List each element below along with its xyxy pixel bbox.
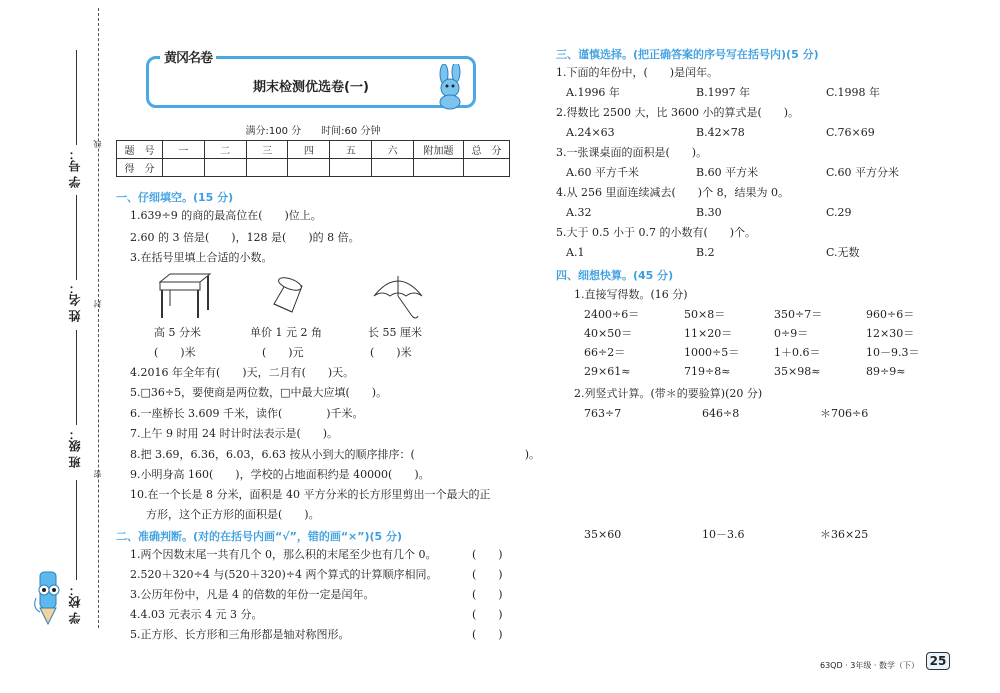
- oral-calc-item: 11×20＝: [684, 327, 733, 340]
- s3-q5-option-a[interactable]: A.1: [566, 246, 585, 259]
- s2-answer-blank-3[interactable]: ( ): [472, 588, 503, 601]
- oral-calc-item: 719÷8≈: [684, 365, 731, 378]
- s1-question-9: 9.小明身高 160( )，学校的占地面积约是 40000( )。: [130, 468, 430, 481]
- oral-calc-item: 40×50＝: [584, 327, 633, 340]
- score-cell[interactable]: [288, 159, 330, 177]
- page-number: 25: [929, 654, 947, 668]
- score-cell[interactable]: [246, 159, 288, 177]
- section3-title: 三、谨慎选择。(把正确答案的序号写在括号内)(5 分): [556, 48, 819, 61]
- s1-question-2: 2.60 的 3 倍是( )，128 是( )的 8 倍。: [130, 231, 360, 244]
- vertical-calc-item: 763÷7: [584, 407, 622, 420]
- oral-calc-item: 1000÷5＝: [684, 346, 740, 359]
- s3-q2-option-b[interactable]: B.42×78: [696, 126, 745, 139]
- s3-question-5: 5.大于 0.5 小于 0.7 的小数有( )个。: [556, 226, 757, 239]
- oral-calc-item: 350÷7＝: [774, 308, 823, 321]
- brand-logo: 黄冈名卷: [160, 47, 216, 66]
- umbrella-illustration: [370, 272, 426, 322]
- s3-q5-option-b[interactable]: B.2: [696, 246, 715, 259]
- footer-info: 63QD · 3年级 · 数学（下）: [820, 661, 919, 670]
- s4-part1-title: 1.直接写得数。(16 分): [574, 288, 688, 301]
- eraser-label: 单价 1 元 2 角: [250, 326, 322, 339]
- s2-statement-2: 2.520＋320÷4 与(520＋320)÷4 两个算式的计算顺序相同。: [130, 568, 438, 581]
- class-label: 班 级：: [68, 428, 82, 469]
- s2-answer-blank-1[interactable]: ( ): [472, 548, 503, 561]
- s3-q5-option-c[interactable]: C.无数: [826, 246, 860, 259]
- s3-q4-option-c[interactable]: C.29: [826, 206, 852, 219]
- score-table-header-row: [117, 141, 510, 159]
- score-header-cell: 六: [372, 141, 414, 159]
- s2-statement-4: 4.4.03 元表示 4 元 3 分。: [130, 608, 263, 621]
- s3-q3-option-b[interactable]: B.60 平方米: [696, 166, 759, 179]
- binding-mark-closed: 密: [93, 470, 102, 478]
- s2-answer-blank-4[interactable]: ( ): [472, 608, 503, 621]
- name-label: 姓 名：: [68, 282, 82, 323]
- oral-calc-item: 1＋0.6＝: [774, 346, 821, 359]
- oral-calc-item: 50×8＝: [684, 308, 726, 321]
- s3-question-2: 2.得数比 2500 大，比 3600 小的算式是( )。: [556, 106, 800, 119]
- s1-question-10-line2: 方形，这个正方形的面积是( )。: [146, 508, 320, 521]
- score-header-cell: 题 号: [117, 141, 163, 159]
- student-id-label: 学 号：: [68, 148, 82, 189]
- score-header-cell: 四: [288, 141, 330, 159]
- binding-dashed-line: [98, 8, 99, 628]
- s1-question-7: 7.上午 9 时用 24 时计时法表示是( )。: [130, 427, 339, 440]
- score-header-cell: 五: [330, 141, 372, 159]
- desk-illustration: [156, 272, 212, 320]
- score-cell[interactable]: [330, 159, 372, 177]
- pencil-mascot-icon: [32, 568, 68, 628]
- s2-statement-1: 1.两个因数末尾一共有几个 0，那么积的末尾至少也有几个 0。: [130, 548, 437, 561]
- s3-q4-option-b[interactable]: B.30: [696, 206, 722, 219]
- s1-question-10-line1: 10.在一个长是 8 分米，面积是 40 平方分米的长方形里剪出一个最大的正: [130, 488, 491, 501]
- desk-answer-blank[interactable]: ( )米: [154, 346, 196, 359]
- class-line: [76, 330, 77, 425]
- s3-q1-option-a[interactable]: A.1996 年: [566, 86, 620, 99]
- s3-q1-option-b[interactable]: B.1997 年: [696, 86, 751, 99]
- s1-question-1: 1.639÷9 的商的最高位在( )位上。: [130, 209, 322, 222]
- oral-calc-item: 2400÷6＝: [584, 308, 640, 321]
- vertical-calc-item: ＊706÷6: [820, 407, 869, 420]
- score-row-label: 得 分: [117, 159, 163, 177]
- score-cell[interactable]: [414, 159, 464, 177]
- vertical-calc-item: ＊36×25: [820, 528, 869, 541]
- school-label: 学 校：: [68, 584, 82, 625]
- s3-q1-option-c[interactable]: C.1998 年: [826, 86, 881, 99]
- s3-question-3: 3.一张课桌面的面积是( )。: [556, 146, 708, 159]
- s3-q4-option-a[interactable]: A.32: [566, 206, 592, 219]
- s3-q2-option-a[interactable]: A.24×63: [566, 126, 615, 139]
- s4-part2-title: 2.列竖式计算。(带＊的要验算)(20 分): [574, 387, 763, 400]
- score-table-score-row: [117, 159, 510, 177]
- student-id-line: [76, 50, 77, 145]
- score-header-cell: 一: [163, 141, 205, 159]
- s3-q3-option-a[interactable]: A.60 平方千米: [566, 166, 639, 179]
- eraser-answer-blank[interactable]: ( )元: [262, 346, 304, 359]
- oral-calc-item: 12×30＝: [866, 327, 915, 340]
- section4-title: 四、细想快算。(45 分): [556, 269, 674, 282]
- score-header-cell: 总 分: [464, 141, 510, 159]
- s2-answer-blank-5[interactable]: ( ): [472, 628, 503, 641]
- score-cell[interactable]: [163, 159, 205, 177]
- s2-statement-3: 3.公历年份中，凡是 4 的倍数的年份一定是闰年。: [130, 588, 375, 601]
- score-cell[interactable]: [204, 159, 246, 177]
- umbrella-label: 长 55 厘米: [368, 326, 422, 339]
- score-header-cell: 附加题: [414, 141, 464, 159]
- s1-question-3: 3.在括号里填上合适的小数。: [130, 251, 273, 264]
- school-line: [76, 480, 77, 580]
- oral-calc-item: 35×98≈: [774, 365, 821, 378]
- score-cell[interactable]: [372, 159, 414, 177]
- score-cell[interactable]: [464, 159, 510, 177]
- score-header-cell: 三: [246, 141, 288, 159]
- s1-question-5: 5.□36÷5，要使商是两位数，□中最大应填( )。: [130, 386, 388, 399]
- section2-title: 二、准确判断。(对的在括号内画“√”，错的画“×”)(5 分): [116, 530, 403, 543]
- eraser-illustration: [268, 274, 308, 316]
- oral-calc-item: 29×61≈: [584, 365, 631, 378]
- rabbit-mascot-icon: [430, 64, 474, 110]
- s2-answer-blank-2[interactable]: ( ): [472, 568, 503, 581]
- exam-title: 期末检测优选卷(一): [253, 80, 369, 95]
- oral-calc-item: 10－9.3＝: [866, 346, 920, 359]
- vertical-calc-item: 35×60: [584, 528, 622, 541]
- s3-question-1: 1.下面的年份中，( )是闰年。: [556, 66, 719, 79]
- section1-title: 一、仔细填空。(15 分): [116, 191, 234, 204]
- oral-calc-item: 0÷9＝: [774, 327, 809, 340]
- oral-calc-item: 66÷2＝: [584, 346, 626, 359]
- exam-meta: 满分:100 分 时间:60 分钟: [245, 126, 381, 137]
- s3-q2-option-c[interactable]: C.76×69: [826, 126, 875, 139]
- binding-mark-seal: 封: [93, 300, 102, 308]
- oral-calc-item: 960÷6＝: [866, 308, 915, 321]
- name-line: [76, 195, 77, 280]
- vertical-calc-item: 646÷8: [702, 407, 740, 420]
- desk-label: 高 5 分米: [154, 326, 201, 339]
- s3-q3-option-c[interactable]: C.60 平方分米: [826, 166, 900, 179]
- binding-mark-line: 线: [93, 140, 102, 148]
- s2-statement-5: 5.正方形、长方形和三角形都是轴对称图形。: [130, 628, 350, 641]
- s1-question-6: 6.一座桥长 3.609 千米，读作( )千米。: [130, 407, 364, 420]
- s3-question-4: 4.从 256 里面连续减去( )个 8，结果为 0。: [556, 186, 790, 199]
- score-header-cell: 二: [204, 141, 246, 159]
- score-table: [116, 140, 510, 177]
- s1-question-4: 4.2016 年全年有( )天，二月有( )天。: [130, 366, 355, 379]
- s1-question-8: 8.把 3.69，6.36，6.03，6.63 按从小到大的顺序排序：( )。: [130, 448, 541, 461]
- oral-calc-item: 89÷9≈: [866, 365, 906, 378]
- vertical-calc-item: 10－3.6: [702, 528, 745, 541]
- umbrella-answer-blank[interactable]: ( )米: [370, 346, 412, 359]
- page-number-badge: [926, 652, 950, 670]
